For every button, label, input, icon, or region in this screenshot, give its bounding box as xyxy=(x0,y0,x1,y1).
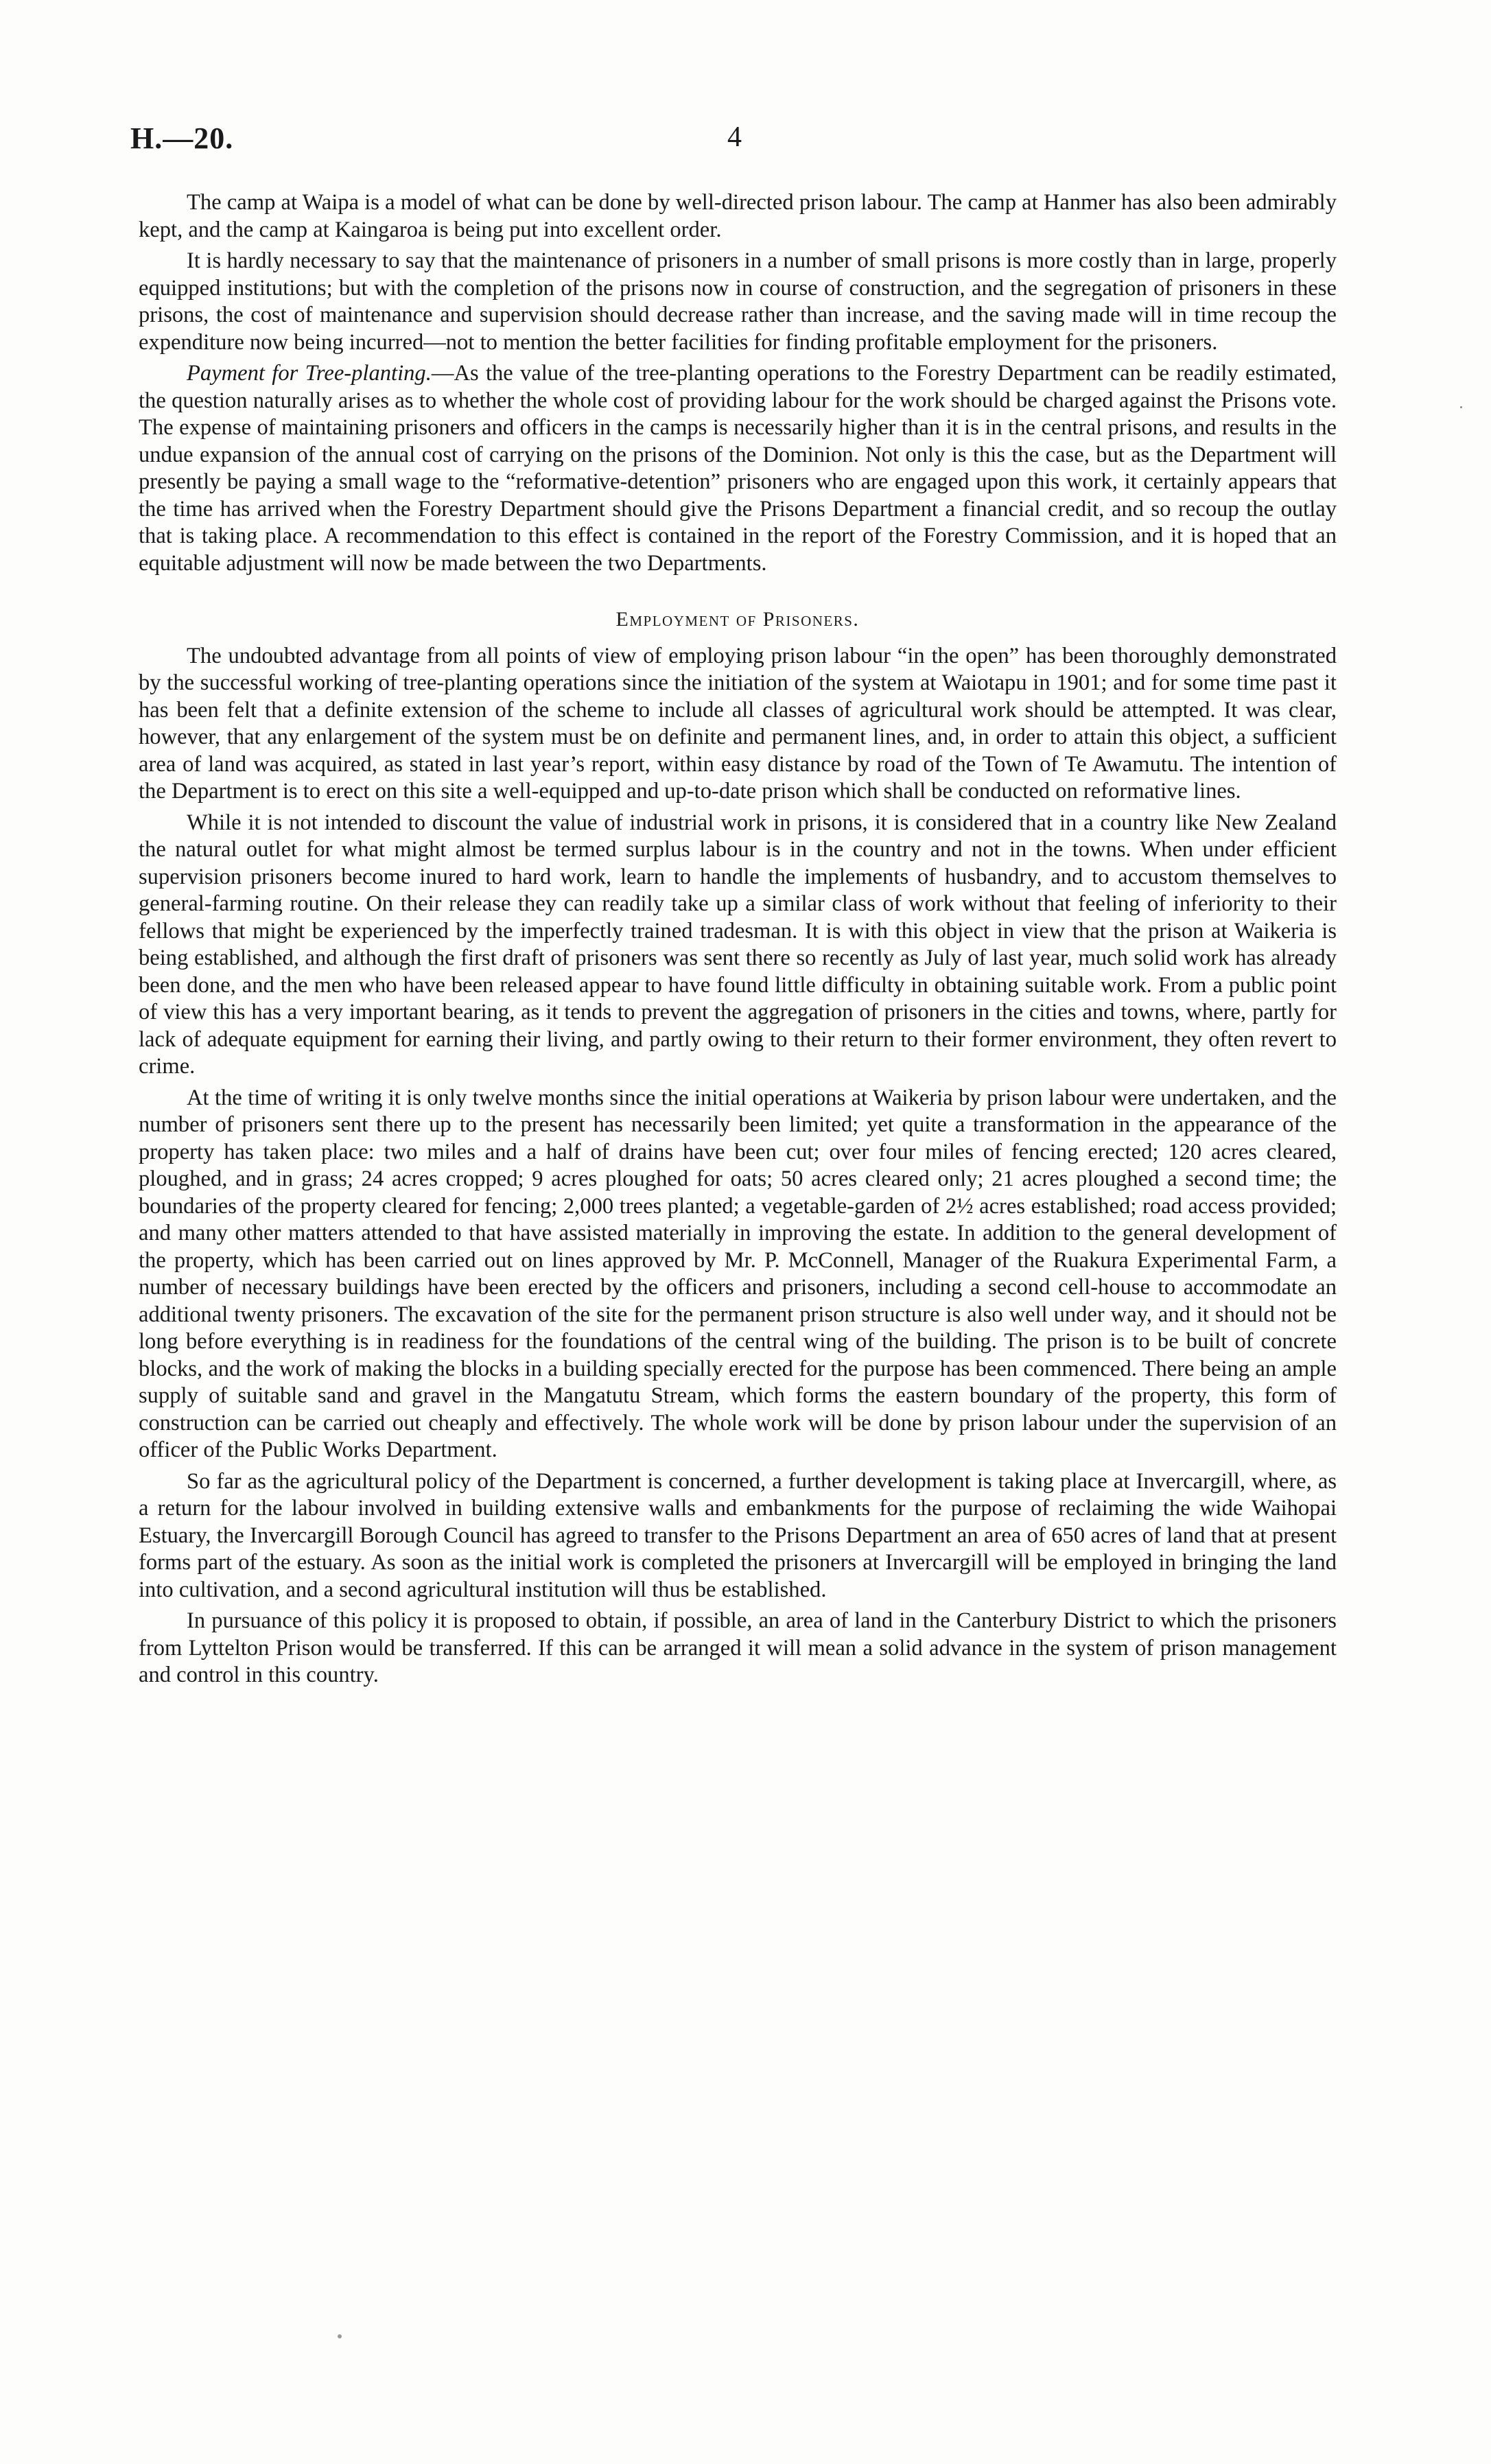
paragraph-tree-planting-payment xyxy=(139,360,1337,577)
paragraph-invercargill: So far as the agricultural policy of the Department is concerned, a further development is taking place at Invercargill, where, as a return for the labour involved in building extensive walls and embankments for the purpose of reclaiming the wide Waihopai Estuary, the Invercargill Borough Council has agreed to transfer to the Prisons Department an area of 650 acres of land that at present forms part of the estuary. As soon as the initial work is completed the prisoners at Invercargill will be employed in bringing the land into cultivation, and a second agricultural institution will thus be established. xyxy=(139,1468,1337,1602)
paragraph-lead-heading: Payment for Tree-planting. xyxy=(187,361,432,386)
document-reference: H.—20. xyxy=(130,121,234,155)
paragraph-body: —As the value of the tree-planting operations to the Forestry Department can be readily estimated, the question naturally arises as to whether the whole cost of providing labour for the work should be charged against the Prisons vote. The expense of maintaining prisoners and officers in the camps is necessarily higher than it is in the central prisons, and results in the undue expansion of the annual cost of carrying on the prisons of the Dominion. Not only is this the case, but as the Department will presently be paying a small wage to the “reformative-detention” prisoners who are engaged upon this work, it certainly appears that the time has arrived when the Forestry Department should give the Prisons Department a financial credit, and so recoup the outlay that is taking place. A recommendation to this effect is contained in the report of the Forestry Commission, and it is hoped that an equitable adjustment will now be made between the two Departments. xyxy=(139,361,1337,576)
paragraph-prison-labour-open: The undoubted advantage from all points of view of employing prison labour “in the open” has been thoroughly demonstrated by the successful working of tree-planting operations since the initiation of the system at Waiotapu in 1901; and for some time past it has been felt that a definite extension of the scheme to include all classes of agricultural work should be attempted. It was clear, however, that any enlargement of the system must be on definite and permanent lines, and, in order to attain this object, a sufficient area of land was acquired, as stated in last year’s report, within easy distance by road of the Town of Te Awamutu. The intention of the Department is to erect on this site a well-equipped and up-to-date prison which shall be conducted on reformative lines. xyxy=(139,643,1337,803)
section-heading: Employment of Prisoners. xyxy=(615,608,860,631)
paragraph-waikeria-progress: At the time of writing it is only twelve months since the initial operations at Waikeria by prison labour were undertaken, and the number of prisoners sent there up to the present has necessarily been limited; yet quite a transformation in the appearance of the property has taken place: two miles and a half of drains have been cut; over four miles of fencing erected; 120 acres cleared, ploughed, and in grass; 24 acres cropped; 9 acres ploughed for oats; 50 acres cleared only; 21 acres ploughed a second time; the boundaries of the property cleared for fencing; 2,000 trees planted; a vegetable-garden of 2½ acres established; road access provided; and many other matters attended to that have assisted materially in improving the estate. In addition to the general development of the property, which has been carried out on lines approved by Mr. P. McConnell, Manager of the Ruakura Experimental Farm, a number of necessary buildings have been erected by the officers and prisoners, including a second cell-house to accommodate an additional twenty prisoners. The excavation of the site for the permanent prison structure is also well under way, and it should not be long before everything is in readiness for the foundations of the central wing of the building. The prison is to be built of concrete blocks, and the work of making the blocks in a building specially erected for the purpose has been commenced. There being an ample supply of suitable sand and gravel in the Mangatutu Stream, which forms the eastern boundary of the property, this form of construction can be carried out cheaply and effectively. The whole work will be done by prison labour under the supervision of an officer of the Public Works Department. xyxy=(139,1085,1337,1462)
body-text xyxy=(139,189,1337,1693)
page-number: 4 xyxy=(727,121,742,153)
paragraph-maintenance-cost: It is hardly necessary to say that the maintenance of prisoners in a number of small prisons is more costly than in large, properly equipped institutions; but with the completion of the prisons now in course of construction, and the segregation of prisoners in these prisons, the cost of maintenance and supervision should decrease rather than increase, and the saving made will in time recoup the expenditure now being incurred—not to mention the better facilities for finding profitable employment for the prisoners. xyxy=(139,248,1337,355)
ink-speck xyxy=(338,2334,342,2338)
ink-speck xyxy=(1460,406,1462,408)
paragraph-canterbury: In pursuance of this policy it is proposed to obtain, if possible, an area of land in the Canterbury District to which the prisoners from Lyttelton Prison would be transferred. If this can be arranged it will mean a solid advance in the system of prison management and control in this country. xyxy=(139,1608,1337,1687)
paragraph-industrial-work: While it is not intended to discount the value of industrial work in prisons, it is considered that in a country like New Zealand the natural outlet for what might almost be termed surplus labour is in the country and not in the towns. When under efficient supervision prisoners become inured to hard work, learn to handle the implements of husbandry, and to accustom themselves to general-farming routine. On their release they can readily take up a similar class of work without that feeling of inferiority to their fellows that might be experienced by the imperfectly trained tradesman. It is with this object in view that the prison at Waikeria is being established, and although the first draft of prisoners was sent there so recently as July of last year, much solid work has already been done, and the men who have been released appear to have found little difficulty in obtaining suitable work. From a public point of view this has a very important bearing, as it tends to prevent the aggregation of prisoners in the cities and towns, where, partly for lack of adequate equipment for earning their living, and partly owing to their return to their former environment, they often revert to crime. xyxy=(139,810,1337,1079)
running-header xyxy=(130,121,1338,162)
paragraph-camps: The camp at Waipa is a model of what can be done by well-directed prison labour. The camp at Hanmer has also been admirably kept, and the camp at Kaingaroa is being put into excellent order. xyxy=(139,190,1337,242)
